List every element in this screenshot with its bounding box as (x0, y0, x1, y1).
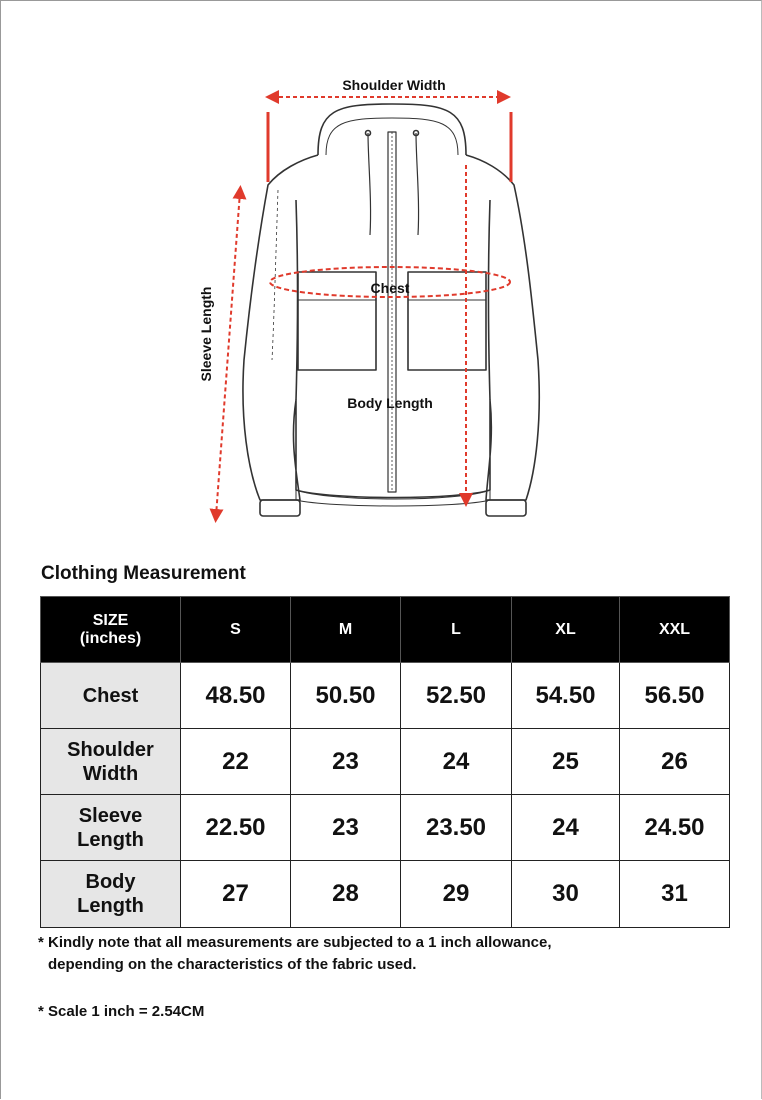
table-cell: 52.50 (401, 663, 512, 729)
table-cell: 29 (401, 861, 512, 928)
right-cuff (486, 500, 526, 516)
size-col-xxl: XXL (620, 597, 730, 663)
table-row-body-length (41, 861, 730, 928)
hood (318, 104, 466, 155)
table-cell: 27 (181, 861, 291, 928)
table-cell: 22 (181, 729, 291, 795)
table-cell: 56.50 (620, 663, 730, 729)
label-chest: Chest (370, 280, 410, 296)
table-cell: 22.50 (181, 795, 291, 861)
size-col-m: M (291, 597, 401, 663)
table-title: Clothing Measurement (41, 563, 246, 584)
table-row-sleeve-length (41, 795, 730, 861)
table-cell: 24 (401, 729, 512, 795)
row-label-body-length: Body Length (41, 861, 181, 928)
row-label-shoulder-width: Shoulder Width (41, 729, 181, 795)
body-outline (243, 155, 539, 500)
jacket-measurement-diagram (0, 0, 762, 540)
table-cell: 30 (512, 861, 620, 928)
table-cell: 26 (620, 729, 730, 795)
size-col-l: L (401, 597, 512, 663)
measurement-guides (216, 97, 511, 516)
table-cell: 25 (512, 729, 620, 795)
table-row-shoulder-width (41, 729, 730, 795)
size-header: SIZE (inches) (41, 597, 181, 663)
right-pocket (408, 272, 486, 370)
table-cell: 24 (512, 795, 620, 861)
table-cell: 23.50 (401, 795, 512, 861)
table-cell: 28 (291, 861, 401, 928)
jacket-drawing (243, 104, 539, 516)
table-cell: 23 (291, 795, 401, 861)
table-cell: 54.50 (512, 663, 620, 729)
left-cuff (260, 500, 300, 516)
scale-note: * Scale 1 inch = 2.54CM (38, 1003, 205, 1020)
table-cell: 24.50 (620, 795, 730, 861)
table-cell: 23 (291, 729, 401, 795)
label-sleeve-length: Sleeve Length (198, 286, 214, 382)
sleeve-length-arrow (216, 192, 240, 516)
size-col-s: S (181, 597, 291, 663)
label-body-length: Body Length (347, 395, 433, 411)
table-cell: 31 (620, 861, 730, 928)
label-shoulder-width: Shoulder Width (342, 77, 446, 93)
table-cell: 48.50 (181, 663, 291, 729)
left-pocket (298, 272, 376, 370)
table-row-chest (41, 663, 730, 729)
row-label-sleeve-length: Sleeve Length (41, 795, 181, 861)
drawstring-left (368, 133, 371, 235)
size-chart-table (40, 596, 730, 928)
size-col-xl: XL (512, 597, 620, 663)
row-label-chest: Chest (41, 663, 181, 729)
drawstring-right (416, 133, 419, 235)
table-header-row (41, 597, 730, 663)
table-cell: 50.50 (291, 663, 401, 729)
allowance-note: * Kindly note that all measurements are subjected to a 1 inch allowance, depending on the characteristics of the fabric used. (38, 934, 552, 973)
